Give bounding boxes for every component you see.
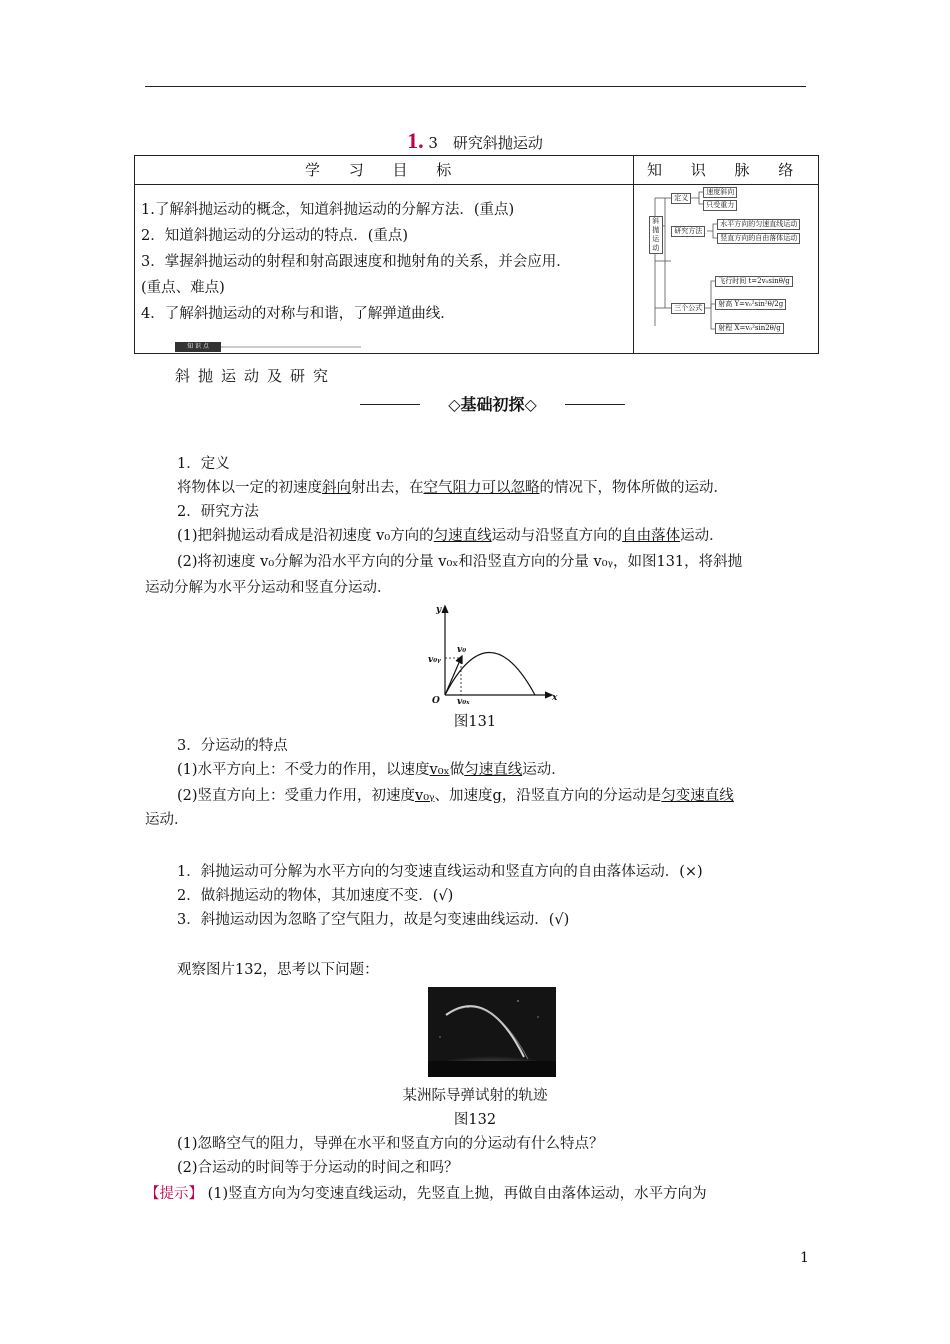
method-item-1 — [177, 526, 724, 546]
objectives-table — [134, 155, 819, 354]
x-axis-arrow — [545, 692, 552, 698]
objectives-list — [135, 185, 634, 354]
knowledge-map — [634, 185, 819, 354]
banner-rule-left — [360, 404, 420, 405]
feature-vertical — [177, 786, 734, 806]
text-run: 的情况下，物体所做的运动． — [539, 480, 728, 496]
mindmap-root: 斜抛运动 — [649, 216, 663, 254]
text-run: 、加速度 — [434, 788, 493, 804]
text-run: ，沿竖直方向的分运动是 — [501, 788, 662, 804]
mindmap-branch: 研究方法 — [671, 226, 705, 237]
objective-item: 3．掌握斜抛运动的射程和射高跟速度和抛射角的关系，并会应用． — [141, 254, 571, 270]
observe-prompt: 观察图片132，思考以下问题： — [177, 962, 379, 978]
mindmap-leaf: 水平方向的匀速直线运动 — [717, 219, 800, 230]
text-run: (1)把斜抛运动看成是沿初速度 v₀方向的 — [177, 528, 434, 544]
objective-item: 2．知道斜抛运动的分运动的特点．(重点) — [141, 228, 409, 244]
mindmap-leaf: 飞行时间 t=2v₀sinθ/g — [715, 276, 793, 287]
mindmap-branch: 定义 — [671, 193, 691, 204]
page-title — [0, 128, 950, 154]
header-rule — [145, 86, 806, 87]
missile-photo — [428, 987, 556, 1077]
text-run: 运动与沿竖直方向的 — [491, 528, 623, 544]
definition-text — [177, 478, 728, 498]
key-term: 空气阻力可以忽略 — [423, 480, 540, 496]
origin-label: O — [432, 696, 440, 705]
key-term: 匀变速直线 — [661, 788, 734, 804]
method-item-2: (2)将初速度 v₀分解为沿水平方向的分量 v₀ₓ和沿竖直方向的分量 v₀ᵧ，如图131，将斜抛 — [177, 554, 743, 570]
features-title: 3．分运动的特点 — [177, 738, 288, 754]
x-label: x — [552, 693, 558, 703]
question-2: (2)合运动的时间等于分运动的时间之和吗？ — [177, 1160, 459, 1176]
objective-item: 4．了解斜抛运动的对称与和谐，了解弹道曲线． — [141, 306, 455, 322]
text-run: 射出去，在 — [351, 480, 424, 496]
method-title: 2．研究方法 — [177, 504, 259, 520]
objective-item: (重点、难点) — [141, 280, 225, 296]
definition-title: 1．定义 — [177, 456, 230, 472]
judge-item: 1．斜抛运动可分解为水平方向的匀变速直线运动和竖直方向的自由落体运动．(×) — [177, 864, 703, 880]
key-term: g — [492, 788, 502, 804]
key-term: 自由落体 — [622, 528, 681, 544]
key-term: 匀速直线 — [464, 762, 523, 778]
mindmap-leaf: 竖直方向的自由落体运动 — [717, 233, 800, 244]
v0y-label: v₀ᵧ — [428, 655, 441, 665]
feature-vertical-cont: 运动． — [145, 812, 189, 828]
method-item-2-cont: 运动分解为水平分运动和竖直分运动． — [145, 580, 392, 596]
judge-item: 3．斜抛运动因为忽略了空气阻力，故是匀变速曲线运动．(√) — [177, 912, 570, 928]
section-title: 斜抛运动及研究 — [175, 367, 337, 385]
objective-item: 1.了解斜抛运动的概念，知道斜抛运动的分解方法．(重点) — [141, 202, 515, 218]
hint-paragraph — [145, 1184, 707, 1204]
mindmap-leaf: 射程 X=v₀²sin2θ/g — [715, 323, 784, 334]
knowledge-map-header: 知 识 脉 络 — [634, 156, 819, 185]
objectives-header: 学 习 目 标 — [135, 156, 634, 185]
key-term: v₀ᵧ — [415, 788, 435, 804]
feature-horizontal — [177, 760, 566, 780]
banner-rule-right — [565, 404, 625, 405]
mindmap-leaf: 只受重力 — [703, 200, 737, 211]
mindmap-leaf: 速度斜向 — [703, 187, 737, 198]
mindmap-leaf: 射高 Y=v₀²sin²θ/2g — [715, 299, 786, 310]
section-banner — [360, 392, 625, 418]
figure-131-caption: 图131 — [453, 714, 497, 730]
title-text: 3 研究斜抛运动 — [428, 134, 543, 152]
mindmap — [635, 186, 817, 336]
title-number: 1. — [407, 128, 424, 153]
page-number: 1 — [800, 1250, 809, 1266]
judge-item: 2．做斜抛运动的物体，其加速度不变．(√) — [177, 888, 454, 904]
photo-caption: 某洲际导弹试射的轨迹 — [402, 1088, 548, 1104]
key-term: 匀速直线 — [433, 528, 492, 544]
hint-label: 【提示】 — [145, 1186, 203, 1202]
text-run: (2)竖直方向上：受重力作用，初速度 — [177, 788, 416, 804]
figure-132-caption: 图132 — [453, 1112, 497, 1128]
v0x-label: v₀ₓ — [457, 697, 470, 705]
text-run: 运动． — [522, 762, 566, 778]
missile-trail-image — [428, 987, 556, 1077]
v0-label: v₀ — [457, 645, 467, 655]
knowledge-point-line — [221, 346, 361, 348]
knowledge-point-tag — [175, 342, 361, 352]
v0-vector — [445, 658, 461, 695]
text-run: 运动． — [680, 528, 724, 544]
text-run: 将物体以一定的初速度 — [177, 480, 322, 496]
y-axis-arrow — [442, 606, 448, 613]
text-run: (1)水平方向上：不受力的作用，以速度 — [177, 762, 430, 778]
y-label: y — [436, 605, 442, 615]
banner-text: ◇基础初探◇ — [448, 395, 537, 414]
key-term: v₀ₓ — [429, 762, 450, 778]
knowledge-point-label: 知 识 点 — [175, 342, 221, 352]
figure-131-diagram — [415, 600, 565, 705]
mindmap-branch: 三个公式 — [671, 303, 705, 314]
hint-text: (1)竖直方向为匀变速直线运动，先竖直上抛，再做自由落体运动，水平方向为 — [207, 1186, 707, 1202]
text-run: 做 — [449, 762, 465, 778]
question-1: (1)忽略空气的阻力，导弹在水平和竖直方向的分运动有什么特点？ — [177, 1136, 604, 1152]
key-term: 斜向 — [322, 480, 351, 496]
